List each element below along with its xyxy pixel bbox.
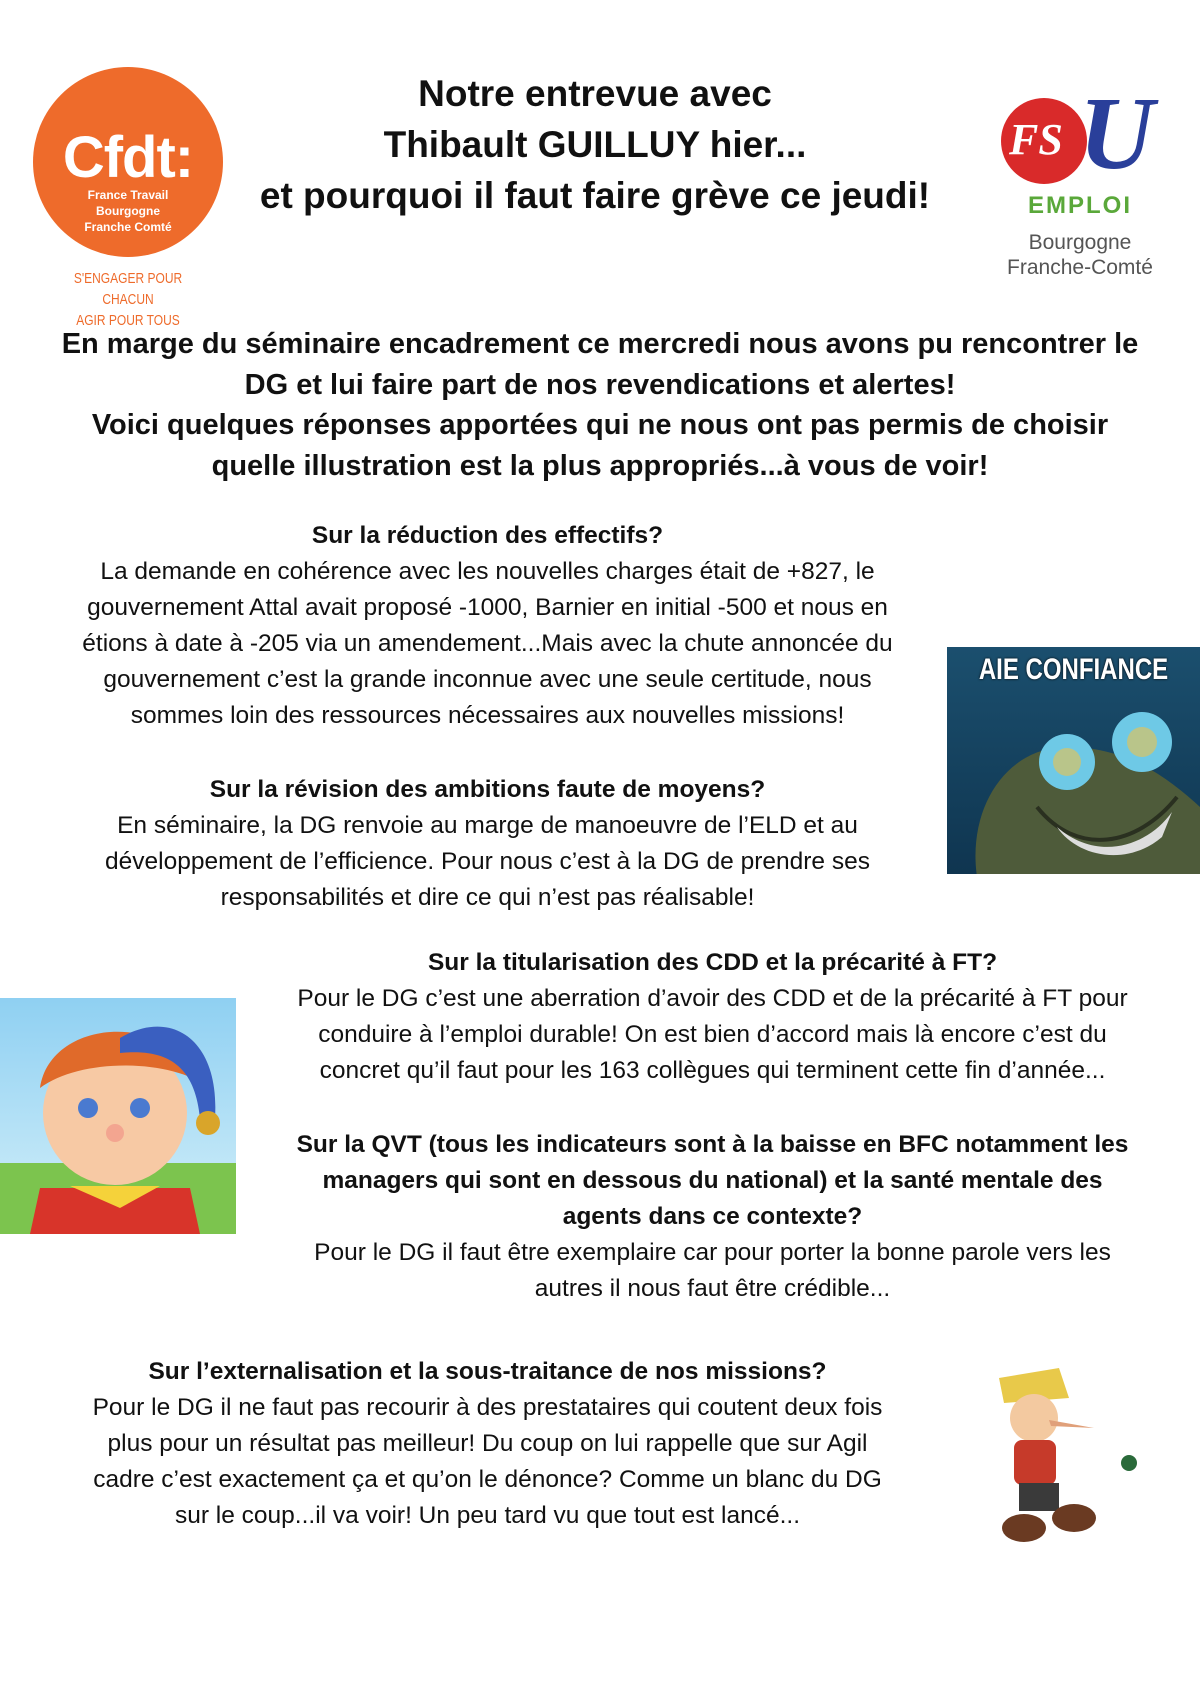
intro-line: En marge du séminaire encadrement ce mercredi nous avons pu rencontrer le [61, 328, 1139, 360]
section-heading: managers qui sont en dessous du national) et la santé mentale des [322, 1167, 1103, 1194]
section-line: sommes loin des ressources nécessaires aux nouvelles missions! [130, 702, 845, 729]
fsu-logo [995, 76, 1165, 280]
section-line: La demande en cohérence avec les nouvelles charges était de +827, le [100, 558, 875, 585]
fsu-logo-u: U [1079, 76, 1155, 191]
section-heading: Sur l’externalisation et la sous-traitance de nos missions? [148, 1358, 827, 1385]
cfdt-logo-word: Cfdt: [62, 125, 194, 190]
title-line: et pourquoi il faut faire grève ce jeudi! [259, 175, 931, 216]
section-line: autres il nous faut être crédible... [534, 1275, 891, 1302]
section-ambitions [20, 772, 955, 916]
pinocchio-illustration [979, 1358, 1149, 1553]
cfdt-sub-line: Bourgogne [96, 204, 160, 218]
cfdt-sub-line: France Travail [87, 188, 169, 202]
section-line: Pour le DG il faut être exemplaire car pour porter la bonne parole vers les [314, 1239, 1111, 1266]
snake-caption: AIE CONFIANCE [978, 653, 1169, 686]
intro-line: Voici quelques réponses apportées qui ne nous ont pas permis de choisir [91, 409, 1109, 441]
snake-meme-image [947, 647, 1200, 874]
fsu-logo-fs: FS [1009, 115, 1063, 164]
fsu-region-line: Bourgogne [1028, 231, 1132, 254]
cfdt-sub-line: Franche Comté [84, 220, 172, 234]
cfdt-slogan-line: S'ENGAGER POUR CHACUN [73, 270, 183, 308]
section-line: Pour le DG il ne faut pas recourir à des prestataires qui coutent deux fois [92, 1394, 883, 1421]
noddy-illustration [0, 998, 236, 1234]
section-line: gouvernement Attal avait proposé -1000, Barnier en initial -500 et nous en [87, 594, 888, 621]
intro-line: DG et lui faire part de nos revendications et alertes! [244, 368, 956, 401]
noddy-image [0, 998, 236, 1234]
section-heading: Sur la réduction des effectifs? [311, 522, 664, 549]
section-line: En séminaire, la DG renvoie au marge de manoeuvre de l’ELD et au [117, 812, 858, 839]
section-titularisation [245, 945, 1180, 1089]
title-line: Notre entrevue avec [418, 73, 772, 114]
intro-paragraph [0, 324, 1200, 486]
section-line: cadre c’est exactement ça et qu’on le dénonce? Comme un blanc du DG [93, 1466, 882, 1493]
section-line: étions à date à -205 via un amendement...Mais avec la chute annoncée du [82, 630, 893, 657]
section-heading: Sur la révision des ambitions faute de moyens? [209, 776, 766, 803]
section-line: conduire à l’emploi durable! On est bien d’accord mais là encore c’est du [318, 1021, 1107, 1048]
section-heading: Sur la QVT (tous les indicateurs sont à la baisse en BFC notamment les [296, 1131, 1129, 1158]
section-effectifs [20, 518, 955, 734]
fsu-region-line: Franche-Comté [1007, 256, 1153, 279]
pinocchio-image [979, 1358, 1149, 1553]
section-line: sur le coup...il va voir! Un peu tard vu que tout est lancé... [174, 1502, 801, 1529]
cfdt-logo [33, 67, 223, 257]
section-line: responsabilités et dire ce qui n’est pas réalisable! [220, 884, 755, 911]
section-heading: Sur la titularisation des CDD et la précarité à FT? [427, 949, 998, 976]
fsu-emploi: EMPLOI [1027, 192, 1132, 219]
page-title [230, 68, 960, 221]
section-qvt [245, 1127, 1180, 1307]
title-line: Thibault GUILLUY hier... [383, 124, 807, 165]
section-line: Pour le DG c’est une aberration d’avoir des CDD et de la précarité à FT pour [297, 985, 1128, 1012]
section-heading: agents dans ce contexte? [562, 1203, 863, 1230]
section-line: développement de l’efficience. Pour nous c’est à la DG de prendre ses [105, 848, 870, 875]
section-line: gouvernement c’est la grande inconnue avec une seule certitude, nous [103, 666, 872, 693]
cfdt-logo-sub [33, 187, 223, 235]
section-line: concret qu’il faut pour les 163 collègues qui terminent cette fin d’année... [319, 1057, 1106, 1084]
snake-illustration [947, 687, 1200, 874]
cfdt-slogan-line: AGIR POUR TOUS [76, 312, 180, 329]
section-externalisation [20, 1354, 955, 1534]
cfdt-slogan [52, 268, 204, 331]
intro-line: quelle illustration est la plus appropriés...à vous de voir! [211, 449, 989, 482]
section-line: plus pour un résultat pas meilleur! Du coup on lui rappelle que sur Agil [107, 1430, 868, 1457]
